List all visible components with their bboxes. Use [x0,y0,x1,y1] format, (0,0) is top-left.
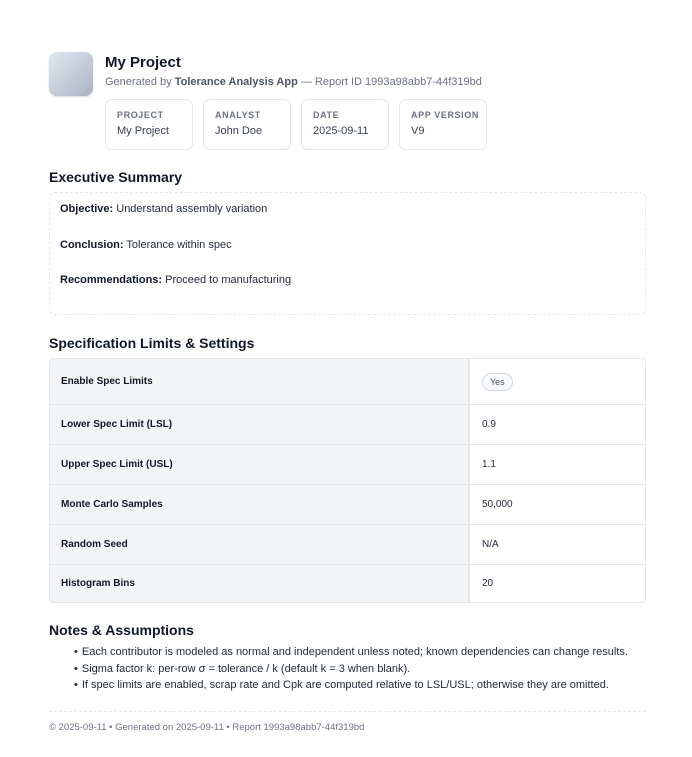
executive-summary-box [49,192,646,315]
objective-text: Understand assembly variation [116,203,268,215]
spec-key: Monte Carlo Samples [50,485,470,524]
table-row [50,444,645,484]
table-row [50,359,645,404]
spec-key: Histogram Bins [50,565,470,602]
spec-value: 20 [482,578,494,589]
meta-cards [105,99,487,150]
meta-card-app-version [399,99,487,150]
recommendations-text: Proceed to manufacturing [165,274,292,286]
table-row [50,404,645,444]
status-badge: Yes [482,373,513,391]
spec-value: N/A [482,539,499,550]
conclusion-label: Conclusion: [60,238,124,251]
table-row [50,484,645,524]
spec-key: Upper Spec Limit (USL) [50,445,470,484]
executive-summary-heading: Executive Summary [49,169,183,185]
conclusion-line [60,239,635,275]
footer-divider [49,711,646,712]
spec-value: 1.1 [482,459,496,470]
recommendations-line [60,274,635,310]
meta-label: PROJECT [117,110,164,120]
objective-line [60,203,635,239]
list-item: • Each contributor is modeled as normal and independent unless noted; known dependencies can change results. [74,646,628,663]
meta-label: ANALYST [215,110,261,120]
meta-card-date [301,99,389,150]
spec-limits-table [49,358,646,603]
spec-limits-heading: Specification Limits & Settings [49,335,255,351]
notes-heading: Notes & Assumptions [49,622,194,638]
app-name: Tolerance Analysis App [174,76,298,88]
meta-label: APP VERSION [411,110,479,120]
meta-label: DATE [313,110,340,120]
list-item: • If spec limits are enabled, scrap rate and Cpk are computed relative to LSL/USL; otherwise they are omitted. [74,679,628,696]
meta-card-project [105,99,193,150]
spec-key: Random Seed [50,525,470,564]
meta-value: My Project [117,125,169,137]
footer-text: © 2025-09-11 • Generated on 2025-09-11 • Report 1993a98abb7-44f319bd [49,722,365,733]
spec-value: 50,000 [482,499,513,510]
report-subtitle [105,76,482,88]
generated-by-prefix: Generated by [105,76,172,88]
table-row [50,524,645,564]
conclusion-text: Tolerance within spec [126,238,232,251]
objective-label: Objective: [60,203,114,215]
meta-value: 2025-09-11 [313,125,369,137]
notes-list [74,646,628,696]
spec-value [470,359,645,404]
spec-key: Enable Spec Limits [50,359,470,404]
report-id: — Report ID 1993a98abb7-44f319bd [300,76,482,88]
list-item: • Sigma factor k: per-row σ = tolerance / k (default k = 3 when blank). [74,663,628,680]
spec-key: Lower Spec Limit (LSL) [50,405,470,444]
table-row [50,564,645,602]
recommendations-label: Recommendations: [60,274,163,286]
app-logo [49,52,93,96]
report-title: My Project [105,54,181,71]
meta-value: John Doe [215,125,263,137]
spec-value: 0.9 [482,419,496,430]
meta-value: V9 [411,125,425,137]
meta-card-analyst [203,99,291,150]
